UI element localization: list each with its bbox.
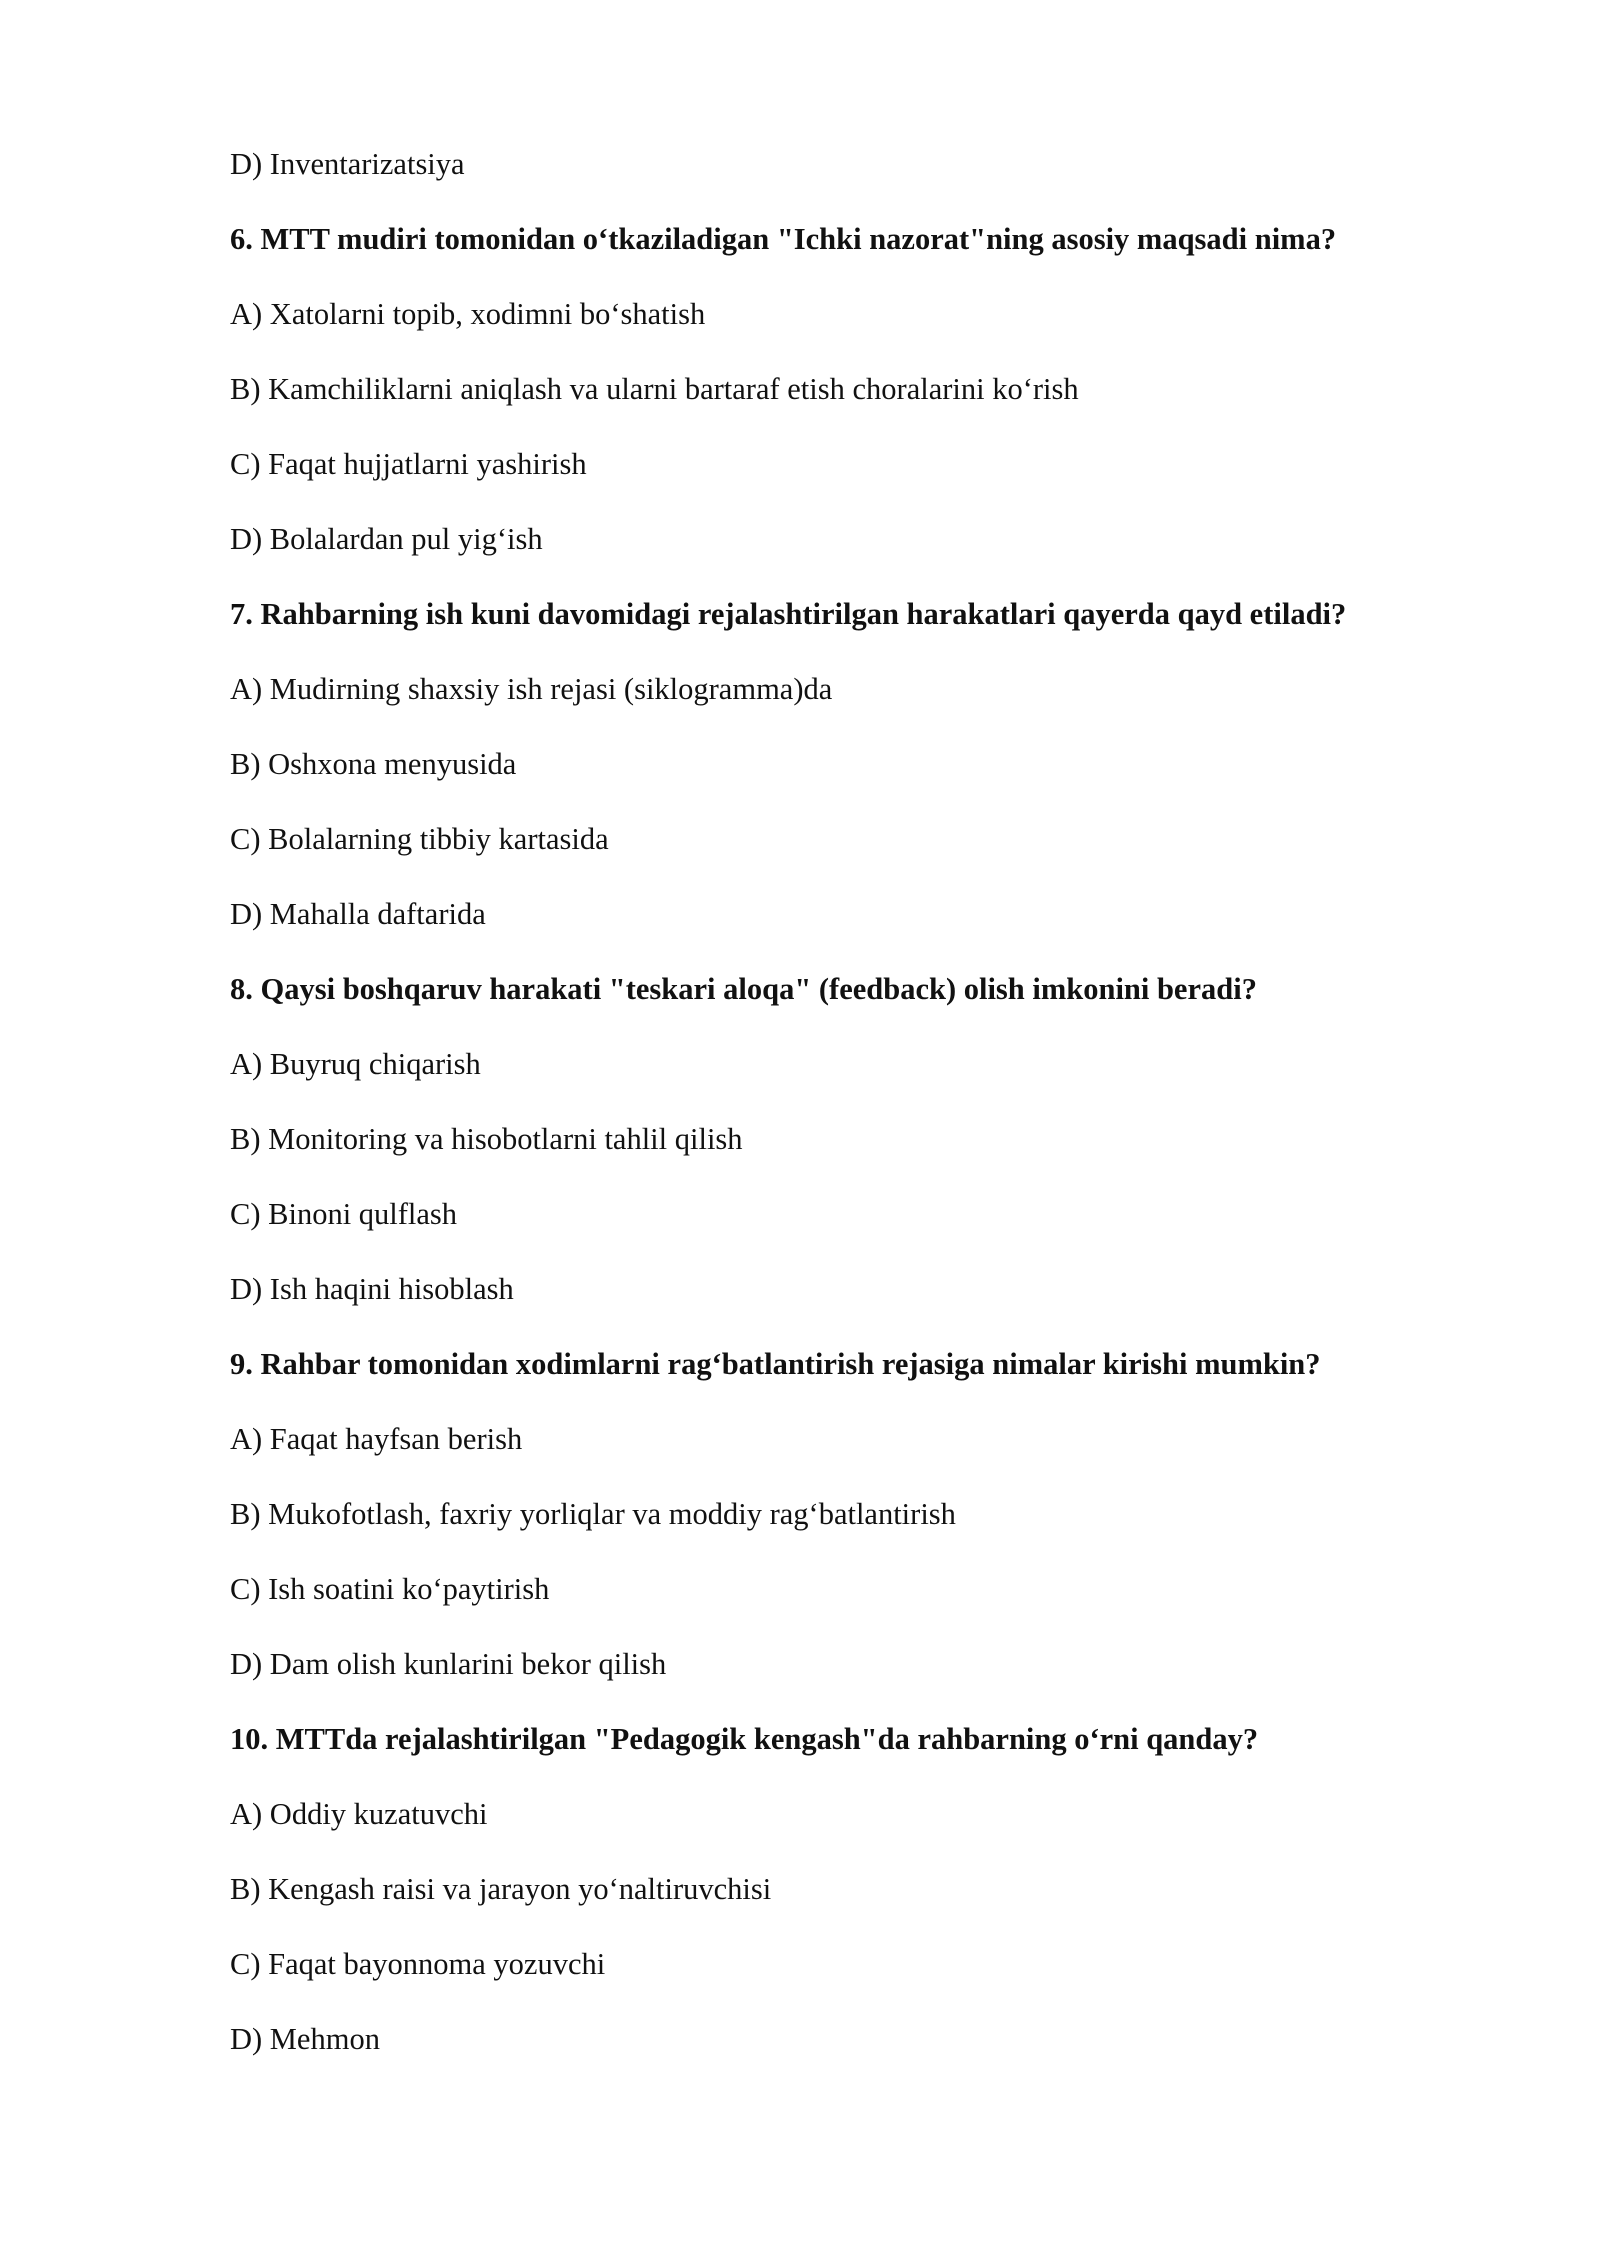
option-d-q8: D) Ish haqini hisoblash bbox=[230, 1272, 514, 1306]
question-8: 8. Qaysi boshqaruv harakati "teskari aloqa" (feedback) olish imkonini beradi? bbox=[230, 972, 1257, 1006]
option-d-q9: D) Dam olish kunlarini bekor qilish bbox=[230, 1647, 667, 1681]
option-a-q9: A) Faqat hayfsan berish bbox=[230, 1422, 523, 1456]
option-d-q6: D) Bolalardan pul yig‘ish bbox=[230, 522, 543, 556]
option-d-q10: D) Mehmon bbox=[230, 2022, 380, 2056]
option-b-q8: B) Monitoring va hisobotlarni tahlil qilish bbox=[230, 1122, 743, 1156]
option-a-q10: A) Oddiy kuzatuvchi bbox=[230, 1797, 488, 1831]
question-9: 9. Rahbar tomonidan xodimlarni rag‘batlantirish rejasiga nimalar kirishi mumkin? bbox=[230, 1347, 1321, 1381]
question-7: 7. Rahbarning ish kuni davomidagi rejalashtirilgan harakatlari qayerda qayd etiladi? bbox=[230, 597, 1347, 631]
option-a-q6: A) Xatolarni topib, xodimni bo‘shatish bbox=[230, 297, 706, 331]
option-a-q8: A) Buyruq chiqarish bbox=[230, 1047, 481, 1081]
document-page bbox=[230, 143, 1430, 2093]
option-c-q9: C) Ish soatini ko‘paytirish bbox=[230, 1572, 550, 1606]
option-b-q9: B) Mukofotlash, faxriy yorliqlar va moddiy rag‘batlantirish bbox=[230, 1497, 956, 1531]
option-d-q5: D) Inventarizatsiya bbox=[230, 147, 465, 181]
option-b-q7: B) Oshxona menyusida bbox=[230, 747, 517, 781]
option-d-q7: D) Mahalla daftarida bbox=[230, 897, 486, 931]
option-c-q10: C) Faqat bayonnoma yozuvchi bbox=[230, 1947, 606, 1981]
question-6: 6. MTT mudiri tomonidan o‘tkaziladigan "Ichki nazorat"ning asosiy maqsadi nima? bbox=[230, 222, 1337, 256]
option-a-q7: A) Mudirning shaxsiy ish rejasi (siklogramma)da bbox=[230, 672, 833, 706]
option-c-q8: C) Binoni qulflash bbox=[230, 1197, 458, 1231]
question-10: 10. MTTda rejalashtirilgan "Pedagogik kengash"da rahbarning o‘rni qanday? bbox=[230, 1722, 1259, 1756]
option-b-q6: B) Kamchiliklarni aniqlash va ularni bartaraf etish choralarini ko‘rish bbox=[230, 372, 1079, 406]
option-c-q7: C) Bolalarning tibbiy kartasida bbox=[230, 822, 609, 856]
option-c-q6: C) Faqat hujjatlarni yashirish bbox=[230, 447, 587, 481]
option-b-q10: B) Kengash raisi va jarayon yo‘naltiruvchisi bbox=[230, 1872, 772, 1906]
